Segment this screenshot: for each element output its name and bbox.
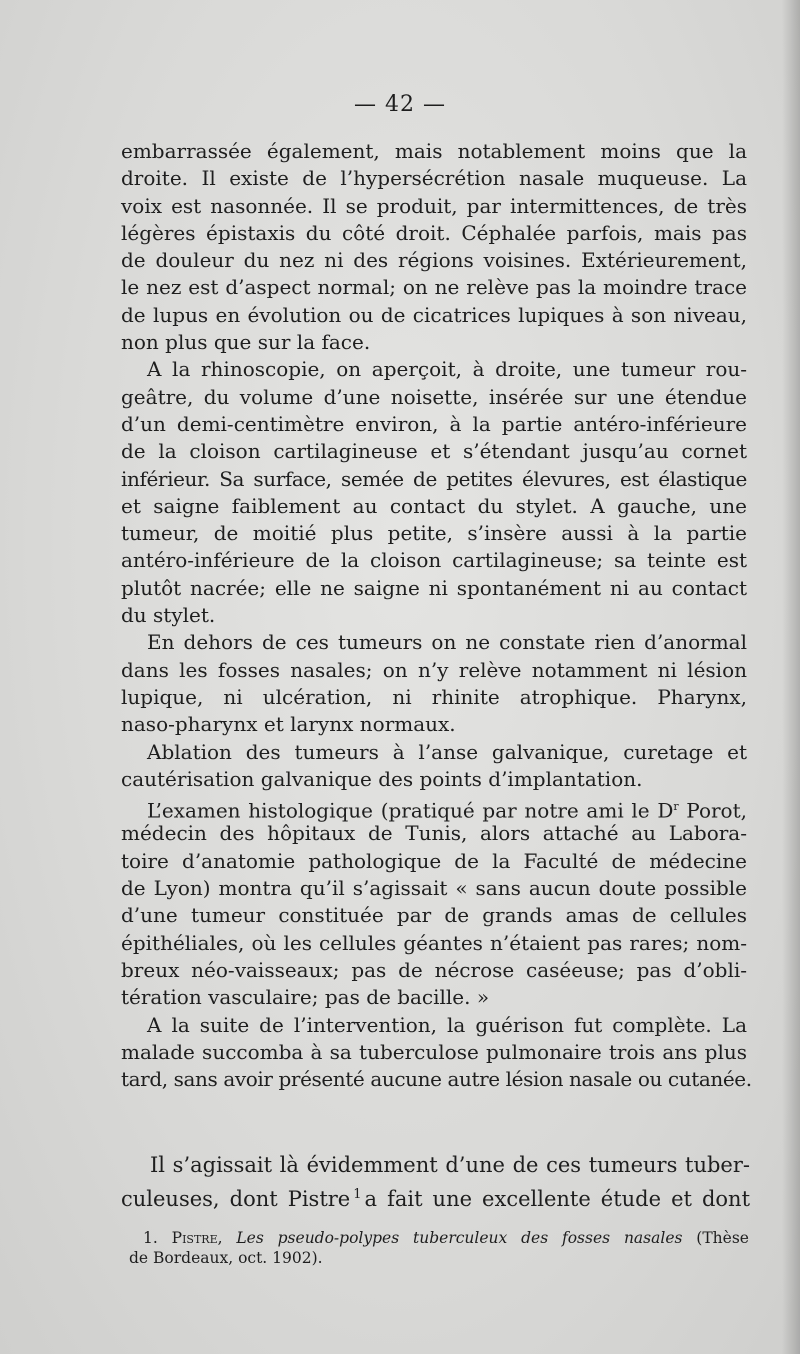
text-line-tail: Porot, xyxy=(678,798,747,823)
text-line: toire d’anatomie pathologique de la Faculté de médecine xyxy=(121,848,747,873)
text-line: Il s’agissait là évidemment d’une de ces tumeurs tuber- xyxy=(150,1153,750,1177)
text-line: dans les fosses nasales; on n’y relève notamment ni lésion xyxy=(121,657,747,682)
text-line: cautérisation galvanique des points d’implantation. xyxy=(121,766,643,791)
text-line-head: L’examen histologique (pratiqué par notre ami le D xyxy=(147,798,674,823)
text-line: non plus que sur la face. xyxy=(121,330,371,355)
text-line-tail: a fait une excellente étude et dont xyxy=(364,1187,751,1211)
text-line-head: culeuses, dont Pistre xyxy=(121,1187,351,1211)
text-line xyxy=(121,793,747,823)
text-line: A la suite de l’intervention, la guérison fut complète. La xyxy=(147,1012,747,1037)
text-line: breux néo-vaisseaux; pas de nécrose caséeuse; pas d’obli- xyxy=(121,957,747,982)
text-line: plutôt nacrée; elle ne saigne ni spontanément ni au contact xyxy=(121,575,747,600)
page-edge-shadow xyxy=(782,0,800,1354)
text-line: inférieur. Sa surface, semée de petites élevures, est élastique xyxy=(121,466,747,491)
footnote-title: Les pseudo-polypes tuberculeux des fosses nasales xyxy=(236,1229,683,1247)
superscript: r xyxy=(673,800,679,814)
text-line: tération vasculaire; pas de bacille. » xyxy=(121,985,490,1010)
text-line: de la cloison cartilagineuse et s’étendant jusqu’au cornet xyxy=(121,439,747,464)
footnote-number: 1. xyxy=(143,1229,158,1247)
text-line: le nez est d’aspect normal; on ne relève pas la moindre trace xyxy=(121,275,747,300)
text-line: antéro-inférieure de la cloison cartilagineuse; sa teinte est xyxy=(121,548,747,573)
text-line: de lupus en évolution ou de cicatrices lupiques à son niveau, xyxy=(121,302,747,327)
footnote-rest: (Thèse xyxy=(696,1229,749,1247)
text-line: du stylet. xyxy=(121,603,216,628)
footnote-line: de Bordeaux, oct. 1902). xyxy=(129,1249,323,1267)
text-line: En dehors de ces tumeurs on ne constate rien d’anormal xyxy=(147,630,747,655)
page-number: — 42 — xyxy=(354,92,446,117)
footnote-marker: 1 xyxy=(353,1187,362,1202)
text-line: naso-pharynx et larynx normaux. xyxy=(121,712,456,737)
text-line: tumeur, de moitié plus petite, s’insère aussi à la partie xyxy=(121,521,747,546)
text-line: et saigne faiblement au contact du stylet. A gauche, une xyxy=(121,493,747,518)
text-line: médecin des hôpitaux de Tunis, alors attaché au Labora- xyxy=(121,821,747,846)
text-line: de Lyon) montra qu’il s’agissait « sans aucun doute possible xyxy=(121,876,747,901)
text-line: voix est nasonnée. Il se produit, par intermittences, de très xyxy=(121,193,747,218)
text-line: d’un demi-centimètre environ, à la partie antéro-inférieure xyxy=(121,411,747,436)
footnote-line xyxy=(129,1228,749,1248)
second-paragraph xyxy=(121,1150,751,1211)
text-line: Ablation des tumeurs à l’anse galvanique, curetage et xyxy=(147,739,747,764)
footnote xyxy=(129,1228,749,1268)
text-line: épithéliales, où les cellules géantes n’étaient pas rares; nom- xyxy=(121,930,747,955)
text-line: A la rhinoscopie, on aperçoit, à droite, une tumeur rou- xyxy=(147,357,747,382)
text-line: tard, sans avoir présenté aucune autre lésion nasale ou cutanée. xyxy=(121,1067,752,1092)
text-line: geâtre, du volume d’une noisette, insérée sur une étendue xyxy=(121,384,747,409)
text-line: malade succomba à sa tuberculose pulmonaire trois ans plus xyxy=(121,1039,747,1064)
main-text-block xyxy=(121,138,752,1093)
text-line: embarrassée également, mais notablement moins que la xyxy=(121,139,747,163)
text-line: d’une tumeur constituée par de grands amas de cellules xyxy=(121,903,747,928)
text-line: lupique, ni ulcération, ni rhinite atrophique. Pharynx, xyxy=(121,684,747,709)
text-line xyxy=(121,1180,750,1210)
text-line: légères épistaxis du côté droit. Céphalée parfois, mais pas xyxy=(121,220,747,245)
text-line: droite. Il existe de l’hypersécrétion nasale muqueuse. La xyxy=(121,166,747,191)
text-line: de douleur du nez ni des régions voisines. Extérieurement, xyxy=(121,248,747,273)
footnote-author: Pistre, xyxy=(171,1229,223,1247)
